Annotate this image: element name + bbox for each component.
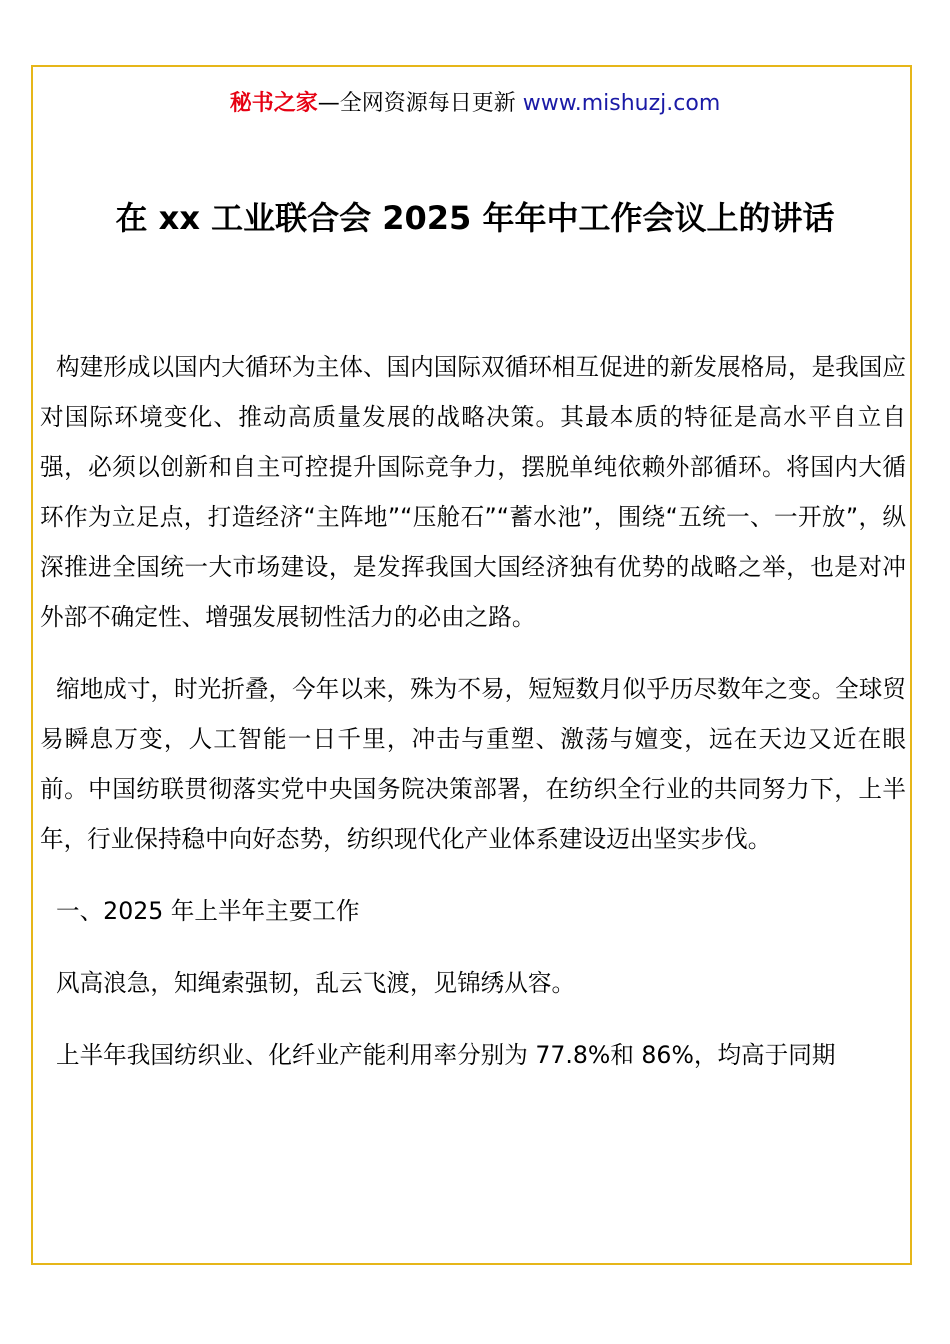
document-body bbox=[40, 342, 906, 1080]
paragraph: 缩地成寸，时光折叠，今年以来，殊为不易，短短数月似乎历尽数年之变。全球贸易瞬息万变，人工智能一日千里，冲击与重塑、激荡与嬗变，远在天边又近在眼前。中国纺联贯彻落实党中央国务院决策部署，在纺织全行业的共同努力下，上半年，行业保持稳中向好态势，纺织现代化产业体系建设迈出坚实步伐。 bbox=[40, 675, 906, 853]
paragraph: 上半年我国纺织业、化纤业产能利用率分别为 77.8%和 86%，均高于同期 bbox=[56, 1041, 836, 1069]
site-header bbox=[0, 88, 950, 120]
brand-name: 秘书之家 bbox=[229, 91, 318, 116]
site-url-link[interactable]: www.mishuzj.com bbox=[522, 91, 721, 116]
section-heading: 一、2025 年上半年主要工作 bbox=[56, 897, 360, 925]
paragraph: 风高浪急，知绳索强韧，乱云飞渡，见锦绣从容。 bbox=[56, 969, 576, 997]
document-title: 在 xx 工业联合会 2025 年年中工作会议上的讲话 bbox=[115, 199, 835, 237]
header-tagline: —全网资源每日更新 bbox=[317, 91, 523, 116]
paragraph: 构建形成以国内大循环为主体、国内国际双循环相互促进的新发展格局，是我国应对国际环境变化、推动高质量发展的战略决策。其最本质的特征是高水平自立自强，必须以创新和自主可控提升国际竞争力，摆脱单纯依赖外部循环。将国内大循环作为立足点，打造经济“主阵地”“压舱石”“蓄水池”，围绕“五统一、一开放”，纵深推进全国统一大市场建设，是发挥我国大国经济独有优势的战略之举，也是对冲外部不确定性、增强发展韧性活力的必由之路。 bbox=[40, 353, 906, 631]
